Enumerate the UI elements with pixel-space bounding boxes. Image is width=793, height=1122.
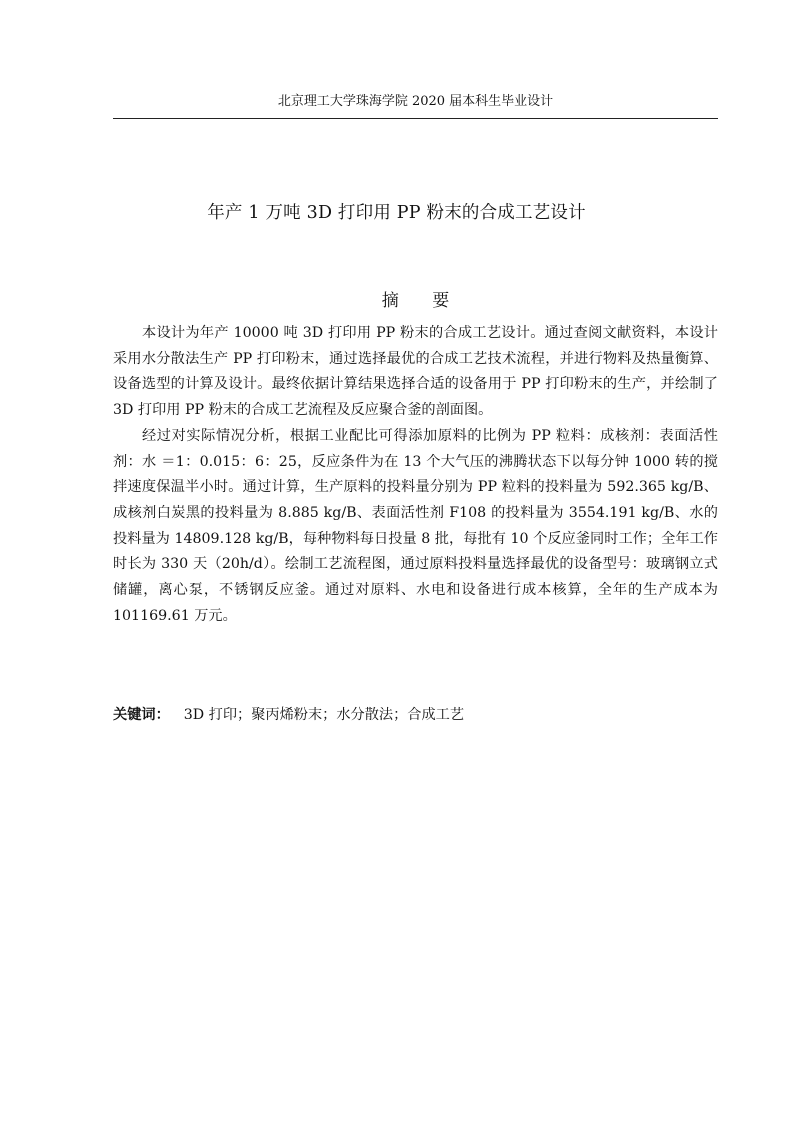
abstract-paragraph: 经过对实际情况分析，根据工业配比可得添加原料的比例为 PP 粒料：成核剂：表面活性剂：水 ＝1：0.015：6：25，反应条件为在 13 个大气压的沸腾状态下以每分钟 1000 转的搅拌速度保温半小时。通过计算，生产原料的投料量分别为 PP 粒料的投料量为 592.365 kg/B、成核剂白炭黑的投料量为 8.885 kg/B、表面活性剂 F108 的投料量为 3554.191 kg/B、水的投料量为 14809.128 kg/B，每种物料每日投量 8 批，每批有 10 个反应釜同时工作；全年工作时长为 330 天（20h/d）。绘制工艺流程图，通过原料投料量选择最优的设备型号：玻璃钢立式储罐，离心泵，不锈钢反应釜。通过对原料、水电和设备进行成本核算，全年的生产成本为 101169.61 万元。 [113,427,718,624]
abstract-paragraph: 本设计为年产 10000 吨 3D 打印用 PP 粉末的合成工艺设计。通过查阅文献资料，本设计采用水分散法生产 PP 打印粉末，通过选择最优的合成工艺技术流程，并进行物料及热量衡算、设备选型的计算及设计。最终依据计算结果选择合适的设备用于 PP 打印粉末的生产，并绘制了 3D 打印用 PP 粉末的合成工艺流程及反应聚合釜的剖面图。 [113,325,718,419]
abstract-heading: 摘 要 [381,291,464,311]
document-title: 年产 1 万吨 3D 打印用 PP 粉末的合成工艺设计 [207,203,586,223]
keywords-line [113,704,718,726]
keywords-label: 关键词： [113,707,170,723]
keywords-text: 3D 打印；聚丙烯粉末；水分散法；合成工艺 [183,707,465,723]
running-header: 北京理工大学珠海学院 2020 届本科生毕业设计 [277,94,554,109]
abstract-body [113,321,718,629]
header-rule [113,118,718,119]
